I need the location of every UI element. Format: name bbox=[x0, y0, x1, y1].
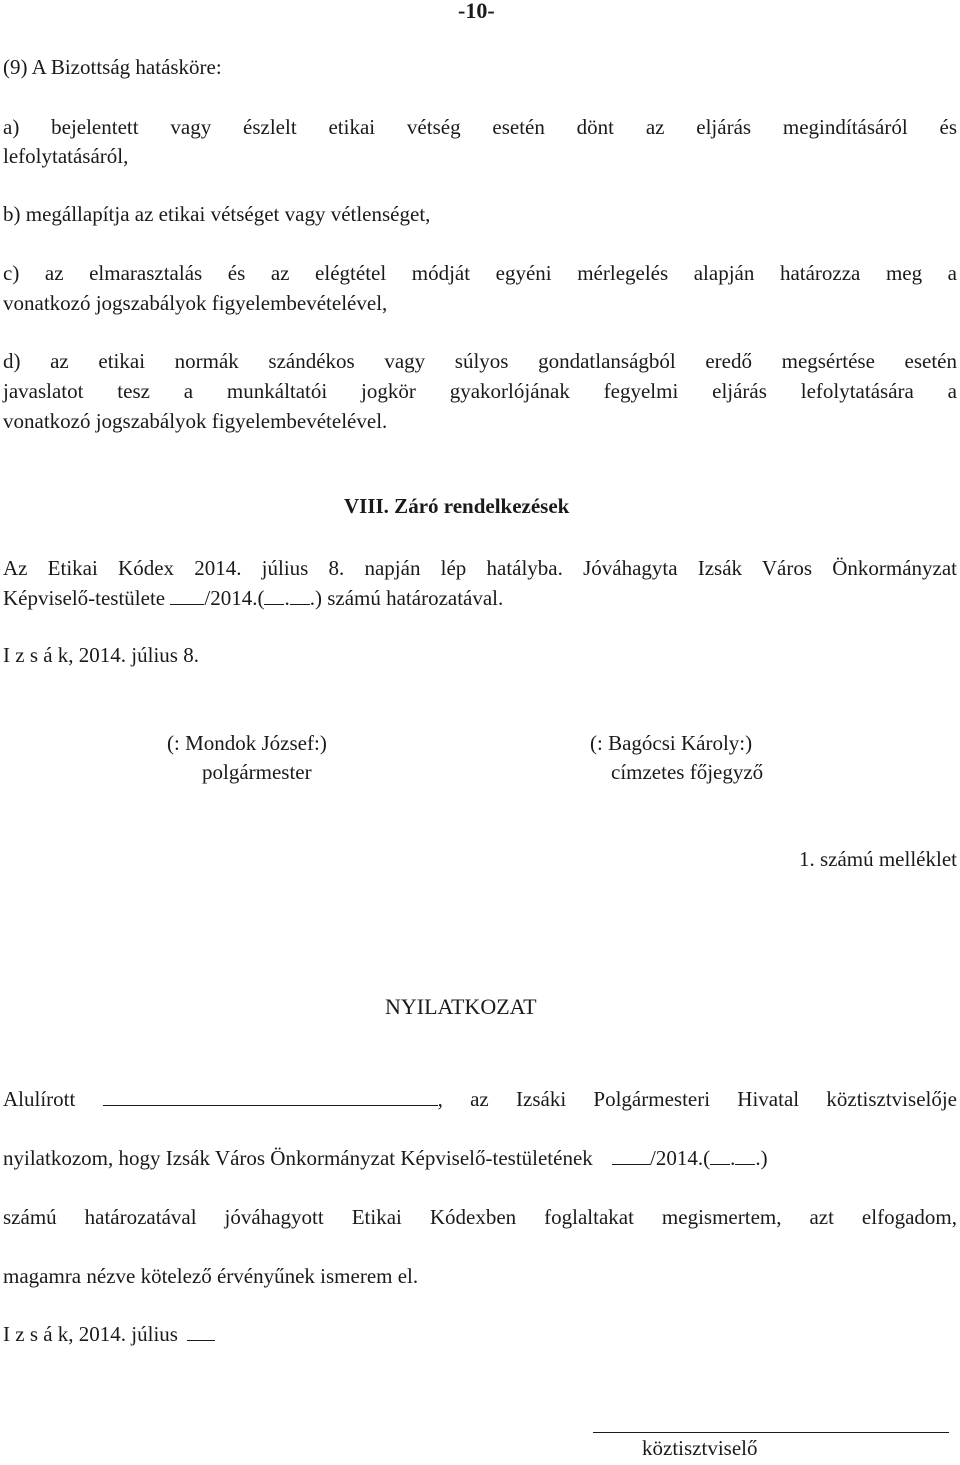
declaration-line2-text2: /2014.( bbox=[650, 1146, 711, 1170]
signer-left-title: polgármester bbox=[202, 760, 312, 784]
point-d-line1: d) az etikai normák szándékos vagy súlyos gondatlanságból eredő megsértése esetén bbox=[3, 349, 957, 373]
declaration-day-blank bbox=[187, 1320, 215, 1341]
closing-heading: VIII. Záró rendelkezések bbox=[344, 494, 570, 518]
decl-resolution-number-blank bbox=[612, 1144, 650, 1165]
declaration-line3: számú határozatával jóváhagyott Etikai Kódexben foglaltakat megismertem, azt elfogadom, bbox=[3, 1205, 957, 1229]
declaration-line2-text3: . bbox=[730, 1146, 736, 1170]
point-a-line1: a) bejelentett vagy észlelt etikai vétség esetén dönt az eljárás megindításáról és bbox=[3, 115, 957, 139]
closing-line2-text3: . bbox=[284, 586, 290, 610]
employee-name-blank bbox=[103, 1085, 438, 1106]
resolution-month-blank bbox=[264, 584, 284, 605]
resolution-number-blank bbox=[170, 584, 204, 605]
closing-line2-text1: Képviselő-testülete bbox=[3, 586, 166, 610]
closing-line2-text2: /2014.( bbox=[204, 586, 265, 610]
point-b-line1: b) megállapítja az etikai vétséget vagy vétlenséget, bbox=[3, 202, 431, 226]
point-c-line1: c) az elmarasztalás és az elégtétel módját egyéni mérlegelés alapján határozza meg a bbox=[3, 261, 957, 285]
signer-right-title: címzetes főjegyző bbox=[611, 760, 764, 784]
signer-right-name: (: Bagócsi Károly:) bbox=[590, 731, 753, 755]
point-d-line2: javaslatot tesz a munkáltatói jogkör gyakorlójának fegyelmi eljárás lefolytatására a bbox=[3, 379, 957, 403]
signature-line bbox=[593, 1432, 949, 1433]
decl-resolution-day-blank bbox=[735, 1144, 755, 1165]
closing-line2 bbox=[3, 583, 957, 613]
signer-left-name: (: Mondok József:) bbox=[167, 731, 327, 755]
signer-title: köztisztviselő bbox=[642, 1436, 758, 1460]
point-c-line2: vonatkozó jogszabályok figyelembevételével, bbox=[3, 291, 388, 315]
declaration-line2 bbox=[3, 1143, 957, 1173]
declaration-title: NYILATKOZAT bbox=[385, 994, 537, 1019]
section-title: (9) A Bizottság hatásköre: bbox=[3, 55, 222, 79]
declaration-line2-text4: .) bbox=[755, 1146, 768, 1170]
annex-label: 1. számú melléklet bbox=[798, 847, 957, 871]
place-date: I z s á k, 2014. július 8. bbox=[3, 643, 199, 667]
point-d-line3: vonatkozó jogszabályok figyelembevételével. bbox=[3, 409, 388, 433]
declaration-line1-text2: , az Izsáki Polgármesteri Hivatal köztisztviselője bbox=[437, 1087, 958, 1111]
point-a-line2: lefolytatásáról, bbox=[3, 144, 129, 168]
declaration-place-date-text: I z s á k, 2014. július bbox=[3, 1322, 178, 1346]
closing-line2-text4: .) számú határozatával. bbox=[309, 586, 504, 610]
resolution-day-blank bbox=[290, 584, 310, 605]
declaration-line1-text1: Alulírott bbox=[3, 1087, 76, 1111]
declaration-line4: magamra nézve kötelező érvényűnek ismerem el. bbox=[3, 1264, 419, 1288]
declaration-place-date bbox=[3, 1320, 215, 1347]
closing-line1: Az Etikai Kódex 2014. július 8. napján lép hatályba. Jóváhagyta Izsák Város Önkormányzat bbox=[3, 556, 957, 580]
declaration-line1 bbox=[3, 1084, 957, 1114]
page-number: -10- bbox=[458, 0, 495, 23]
decl-resolution-month-blank bbox=[710, 1144, 730, 1165]
declaration-line2-text1: nyilatkozom, hogy Izsák Város Önkormányzat Képviselő-testületének bbox=[3, 1146, 593, 1170]
